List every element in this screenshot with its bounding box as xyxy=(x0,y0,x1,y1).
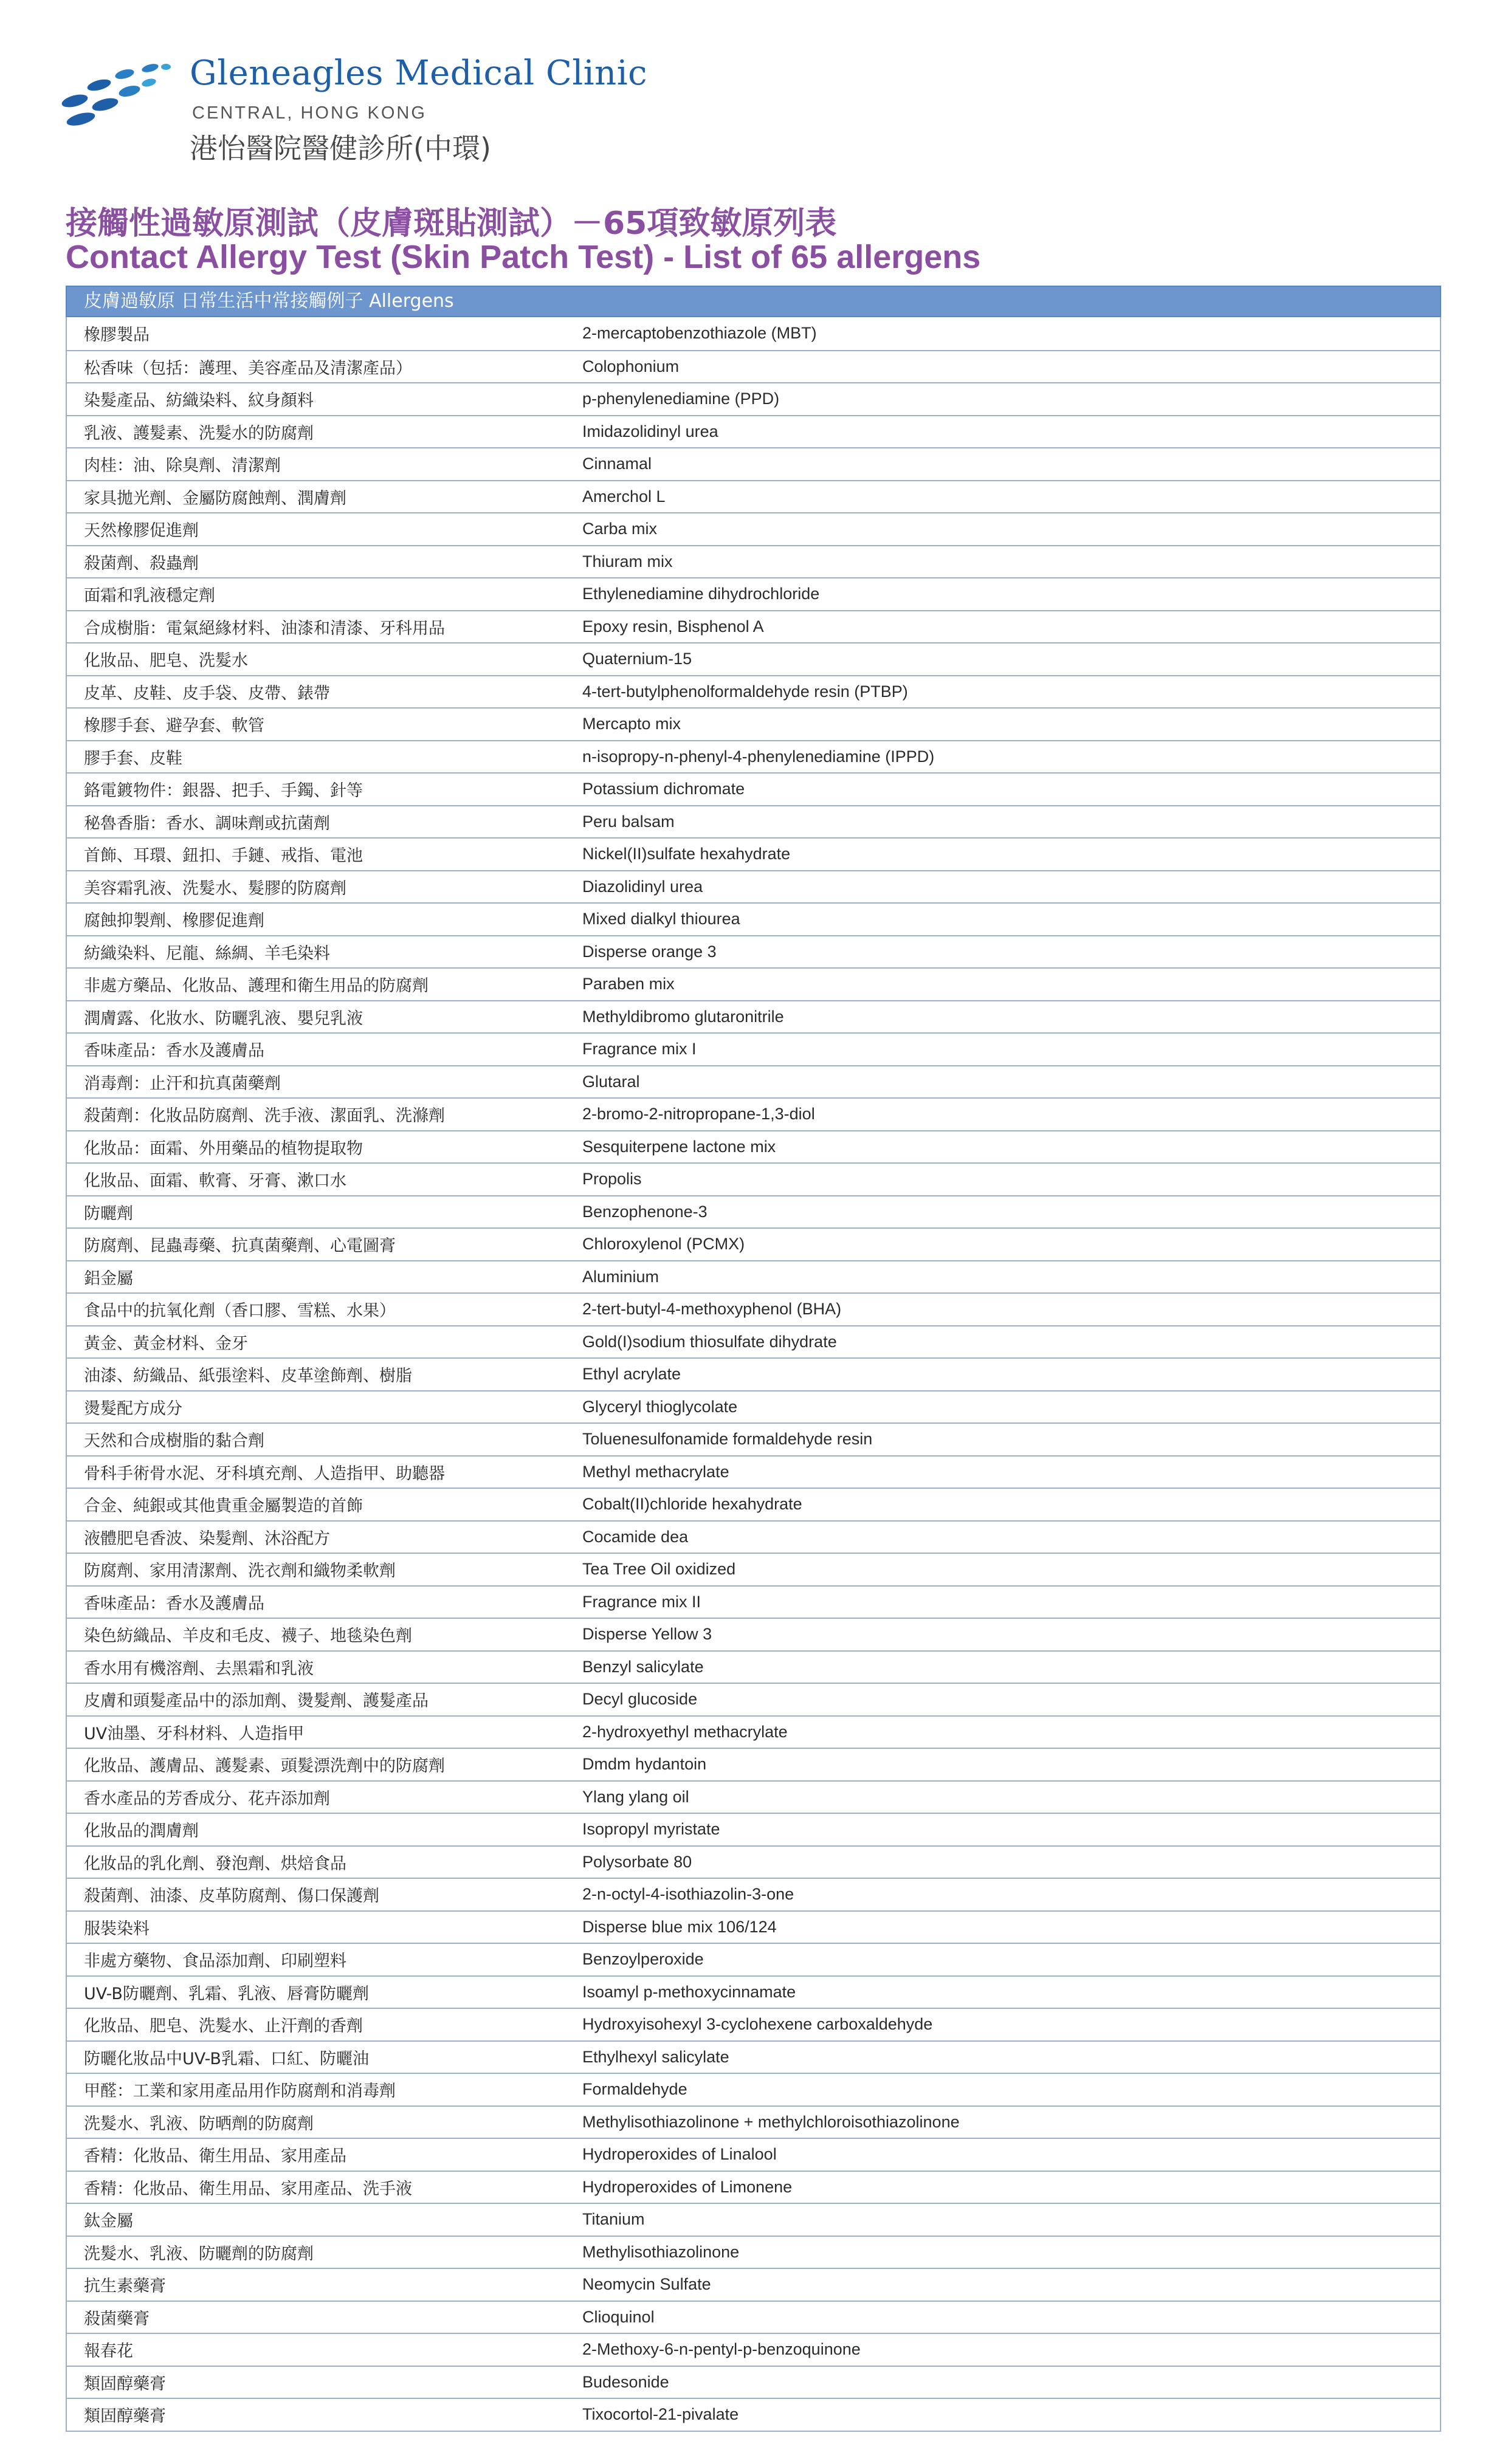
allergen-name-cell: Fragrance mix I xyxy=(582,1040,697,1059)
exposure-example-cell: 燙髮配方成分 xyxy=(84,1399,182,1418)
exposure-example-cell: 洗髮水、乳液、防晒劑的防腐劑 xyxy=(84,2114,314,2133)
table-row xyxy=(67,1748,1440,1780)
allergen-name-cell: Glyceryl thioglycolate xyxy=(582,1397,738,1416)
allergen-name-cell: Sesquiterpene lactone mix xyxy=(582,1137,776,1156)
table-row xyxy=(67,1292,1440,1325)
allergen-name-cell: Ylang ylang oil xyxy=(582,1787,689,1806)
exposure-example-cell: 類固醇藥膏 xyxy=(84,2407,166,2426)
table-row xyxy=(67,1227,1440,1260)
table-row xyxy=(67,1065,1440,1098)
allergen-name-cell: Ethylenediamine dihydrochloride xyxy=(582,585,820,603)
exposure-example-cell: 膠手套、皮鞋 xyxy=(84,749,182,768)
allergen-name-cell: Thiuram mix xyxy=(582,552,673,571)
allergen-name-cell: Disperse blue mix 106/124 xyxy=(582,1917,777,1936)
exposure-example-cell: 黃金、黃金材料、金牙 xyxy=(84,1334,248,1353)
allergen-name-cell: Decyl glucoside xyxy=(582,1690,698,1709)
table-row xyxy=(67,2138,1440,2171)
allergen-name-cell: Methylisothiazolinone + methylchloroisothiazolinone xyxy=(582,2112,960,2131)
table-row xyxy=(67,1390,1440,1423)
exposure-example-cell: 橡膠手套、避孕套、軟管 xyxy=(84,716,264,736)
allergen-name-cell: Peru balsam xyxy=(582,812,675,831)
table-row xyxy=(67,2236,1440,2268)
table-row xyxy=(67,2171,1440,2203)
exposure-example-cell: 報春花 xyxy=(84,2342,133,2361)
exposure-example-cell: 防曬劑 xyxy=(84,1204,133,1223)
table-row xyxy=(67,1683,1440,1715)
exposure-example-cell: 家具拋光劑、金屬防腐蝕劑、潤膚劑 xyxy=(84,489,346,508)
table-row xyxy=(67,2398,1440,2431)
table-row xyxy=(67,740,1440,773)
exposure-example-cell: 化妝品、面霜、軟膏、牙膏、漱口水 xyxy=(84,1172,346,1191)
table-row xyxy=(67,2203,1440,2236)
exposure-example-cell: 化妝品的乳化劑、發泡劑、烘焙食品 xyxy=(84,1854,346,1873)
allergen-name-cell: Ethyl acrylate xyxy=(582,1365,681,1384)
allergen-name-cell: Benzophenone-3 xyxy=(582,1202,708,1221)
allergen-name-cell: Tea Tree Oil oxidized xyxy=(582,1560,736,1579)
allergen-name-cell: Nickel(II)sulfate hexahydrate xyxy=(582,845,791,863)
brand-name: Gleneagles Medical Clinic xyxy=(190,53,648,93)
table-row xyxy=(67,1618,1440,1650)
allergen-name-cell: Neomycin Sulfate xyxy=(582,2275,711,2294)
allergen-name-cell: Disperse orange 3 xyxy=(582,942,717,961)
allergen-name-cell: Cocamide dea xyxy=(582,1527,689,1546)
allergen-name-cell: Fragrance mix II xyxy=(582,1592,701,1611)
allergen-name-cell: Cinnamal xyxy=(582,455,652,473)
allergen-name-cell: Paraben mix xyxy=(582,975,675,993)
allergen-name-cell: 2-tert-butyl-4-methoxyphenol (BHA) xyxy=(582,1300,842,1319)
allergen-name-cell: Toluenesulfonamide formaldehyde resin xyxy=(582,1430,873,1449)
allergen-name-cell: Epoxy resin, Bisphenol A xyxy=(582,617,764,636)
exposure-example-cell: 染色紡織品、羊皮和毛皮、襪子、地毯染色劑 xyxy=(84,1627,412,1646)
table-row xyxy=(67,2301,1440,2333)
exposure-example-cell: 鋁金屬 xyxy=(84,1269,133,1288)
table-row xyxy=(67,675,1440,708)
table-row xyxy=(67,1130,1440,1163)
allergen-name-cell: Potassium dichromate xyxy=(582,780,745,798)
exposure-example-cell: 類固醇藥膏 xyxy=(84,2374,166,2394)
table-row xyxy=(67,2366,1440,2398)
exposure-example-cell: 抗生素藥膏 xyxy=(84,2277,166,2296)
exposure-example-cell: 化妝品、肥皂、洗髮水、止汗劑的香劑 xyxy=(84,2017,363,2036)
exposure-example-cell: 香水產品的芳香成分、花卉添加劑 xyxy=(84,1789,330,1808)
exposure-example-cell: 香味產品：香水及護膚品 xyxy=(84,1594,264,1613)
exposure-example-cell: 橡膠製品 xyxy=(84,326,150,345)
allergen-name-cell: Propolis xyxy=(582,1170,642,1189)
page-title-chinese: 接觸性過敏原測試（皮膚斑貼測試）－65項致敏原列表 xyxy=(66,205,837,242)
table-row xyxy=(67,805,1440,838)
exposure-example-cell: 非處方藥物、食品添加劑、印刷塑料 xyxy=(84,1952,346,1971)
table-row xyxy=(67,2105,1440,2138)
table-row xyxy=(67,967,1440,1000)
exposure-example-cell: 合金、純銀或其他貴重金屬製造的首飾 xyxy=(84,1497,363,1516)
exposure-example-cell: 首飾、耳環、鈕扣、手鏈、戒指、電池 xyxy=(84,846,363,866)
exposure-example-cell: 化妝品的潤膚劑 xyxy=(84,1822,199,1841)
table-row xyxy=(67,1910,1440,1943)
allergen-name-cell: Quaternium-15 xyxy=(582,650,692,668)
brand-name-chinese: 港怡醫院醫健診所(中環) xyxy=(190,132,491,165)
table-row xyxy=(67,1260,1440,1293)
allergen-name-cell: Cobalt(II)chloride hexahydrate xyxy=(582,1495,802,1514)
allergen-name-cell: 2-Methoxy-6-n-pentyl-p-benzoquinone xyxy=(582,2340,861,2359)
allergen-name-cell: Aluminium xyxy=(582,1267,659,1286)
allergen-name-cell: Gold(I)sodium thiosulfate dihydrate xyxy=(582,1332,837,1351)
exposure-example-cell: 紡織染料、尼龍、絲綢、羊毛染料 xyxy=(84,944,330,963)
exposure-example-cell: 鉻電鍍物件：銀器、把手、手鐲、針等 xyxy=(84,781,363,801)
allergen-name-cell: Benzyl salicylate xyxy=(582,1657,704,1676)
allergen-name-cell: 2-bromo-2-nitropropane-1,3-diol xyxy=(582,1105,815,1124)
allergen-name-cell: Clioquinol xyxy=(582,2307,655,2326)
table-row xyxy=(67,415,1440,448)
allergen-name-cell: Formaldehyde xyxy=(582,2080,687,2099)
exposure-example-cell: 洗髮水、乳液、防曬劑的防腐劑 xyxy=(84,2244,314,2263)
exposure-example-cell: 化妝品：面霜、外用藥品的植物提取物 xyxy=(84,1139,363,1158)
exposure-example-cell: 化妝品、肥皂、洗髮水 xyxy=(84,651,248,671)
allergen-name-cell: 2-n-octyl-4-isothiazolin-3-one xyxy=(582,1885,794,1904)
allergen-name-cell: Imidazolidinyl urea xyxy=(582,422,718,441)
exposure-example-cell: 合成樹脂：電氣絕緣材料、油漆和清漆、牙科用品 xyxy=(84,619,445,638)
table-row xyxy=(67,1455,1440,1488)
table-row xyxy=(67,1813,1440,1845)
exposure-example-cell: 殺菌劑：化妝品防腐劑、洗手液、潔面乳、洗滌劑 xyxy=(84,1107,445,1126)
allergen-name-cell: Polysorbate 80 xyxy=(582,1852,692,1871)
exposure-example-cell: 腐蝕抑製劑、橡膠促進劑 xyxy=(84,911,264,931)
allergen-name-cell: Colophonium xyxy=(582,357,680,376)
allergen-name-cell: Methyldibromo glutaronitrile xyxy=(582,1007,784,1026)
allergen-name-cell: Mixed dialkyl thiourea xyxy=(582,910,740,928)
table-row xyxy=(67,2268,1440,2301)
table-row xyxy=(67,512,1440,545)
table-row xyxy=(67,1715,1440,1748)
table-row xyxy=(67,1097,1440,1130)
allergen-name-cell: Isopropyl myristate xyxy=(582,1820,720,1839)
table-row xyxy=(67,1650,1440,1683)
table-body xyxy=(66,317,1441,2432)
allergen-name-cell: Hydroperoxides of Limonene xyxy=(582,2177,793,2196)
exposure-example-cell: 防曬化妝品中UV-B乳霜、口紅、防曬油 xyxy=(84,2049,369,2068)
exposure-example-cell: 染髮產品、紡織染料、紋身顏料 xyxy=(84,391,314,411)
table-row xyxy=(67,1845,1440,1878)
exposure-example-cell: 殺菌劑、油漆、皮革防腐劑、傷口保護劑 xyxy=(84,1887,379,1906)
table-row xyxy=(67,1975,1440,2008)
table-row xyxy=(67,1357,1440,1390)
allergen-name-cell: Tixocortol-21-pivalate xyxy=(582,2405,739,2424)
exposure-example-cell: 香精：化妝品、衛生用品、家用產品、洗手液 xyxy=(84,2179,412,2198)
exposure-example-cell: 皮膚和頭髮產品中的添加劑、燙髮劑、護髮產品 xyxy=(84,1692,429,1711)
exposure-example-cell: 秘魯香脂：香水、調味劑或抗菌劑 xyxy=(84,814,330,833)
allergen-name-cell: Methylisothiazolinone xyxy=(582,2242,740,2261)
table-row xyxy=(67,870,1440,903)
table-row xyxy=(67,382,1440,415)
exposure-example-cell: 乳液、護髮素、洗髮水的防腐劑 xyxy=(84,424,314,443)
exposure-example-cell: 天然和合成樹脂的黏合劑 xyxy=(84,1432,264,1451)
exposure-example-cell: 消毒劑：止汗和抗真菌藥劑 xyxy=(84,1074,281,1093)
table-row xyxy=(67,642,1440,675)
table-row xyxy=(67,707,1440,740)
allergen-name-cell: Hydroperoxides of Linalool xyxy=(582,2145,777,2164)
allergen-name-cell: Diazolidinyl urea xyxy=(582,877,703,896)
exposure-example-cell: 骨科手術骨水泥、牙科填充劑、人造指甲、助聽器 xyxy=(84,1464,445,1483)
allergen-name-cell: Disperse Yellow 3 xyxy=(582,1625,712,1644)
exposure-example-cell: 化妝品、護膚品、護髮素、頭髮漂洗劑中的防腐劑 xyxy=(84,1757,445,1776)
table-row xyxy=(67,1780,1440,1813)
table-row xyxy=(67,2073,1440,2105)
table-row xyxy=(67,1553,1440,1585)
allergen-name-cell: Methyl methacrylate xyxy=(582,1462,729,1481)
table-row xyxy=(67,1162,1440,1195)
table-row xyxy=(67,772,1440,805)
page-title-english: Contact Allergy Test (Skin Patch Test) - List of 65 allergens xyxy=(66,239,981,275)
exposure-example-cell: 非處方藥品、化妝品、護理和衛生用品的防腐劑 xyxy=(84,976,429,996)
exposure-example-cell: 油漆、紡織品、紙張塗料、皮革塗飾劑、樹脂 xyxy=(84,1367,412,1386)
exposure-example-cell: 香水用有機溶劑、去黑霜和乳液 xyxy=(84,1659,314,1678)
allergen-name-cell: Amerchol L xyxy=(582,487,666,506)
exposure-example-cell: 服裝染料 xyxy=(84,1919,150,1938)
exposure-example-cell: UV油墨、牙科材料、人造指甲 xyxy=(84,1724,305,1743)
exposure-example-cell: 面霜和乳液穩定劑 xyxy=(84,586,215,606)
allergen-name-cell: Budesonide xyxy=(582,2372,669,2391)
table-row xyxy=(67,1878,1440,1910)
allergen-name-cell: n-isopropy-n-phenyl-4-phenylenediamine (IPPD) xyxy=(582,747,935,766)
allergen-name-cell: Ethylhexyl salicylate xyxy=(582,2047,729,2066)
exposure-example-cell: 防腐劑、昆蟲毒藥、抗真菌藥劑、心電圖膏 xyxy=(84,1237,396,1256)
allergen-name-cell: p-phenylenediamine (PPD) xyxy=(582,390,780,408)
table-row xyxy=(67,1943,1440,1975)
exposure-example-cell: 香味產品：香水及護膚品 xyxy=(84,1042,264,1061)
table-row xyxy=(67,837,1440,870)
exposure-example-cell: 甲醛：工業和家用產品用作防腐劑和消毒劑 xyxy=(84,2082,396,2101)
table-header: 皮膚過敏原 日常生活中常接觸例子 Allergens xyxy=(66,286,1441,317)
table-row xyxy=(67,1325,1440,1358)
allergen-name-cell: Mercapto mix xyxy=(582,715,681,733)
exposure-example-cell: 鈦金屬 xyxy=(84,2212,133,2231)
exposure-example-cell: 皮革、皮鞋、皮手袋、皮帶、錶帶 xyxy=(84,684,330,703)
exposure-example-cell: 天然橡膠促進劑 xyxy=(84,521,199,541)
allergen-name-cell: Glutaral xyxy=(582,1072,640,1091)
exposure-example-cell: 防腐劑、家用清潔劑、洗衣劑和織物柔軟劑 xyxy=(84,1562,396,1581)
exposure-example-cell: 殺菌劑、殺蟲劑 xyxy=(84,554,199,573)
table-row xyxy=(67,610,1440,643)
table-row xyxy=(67,1422,1440,1455)
exposure-example-cell: 殺菌藥膏 xyxy=(84,2309,150,2328)
table-row xyxy=(67,317,1440,350)
allergen-name-cell: Dmdm hydantoin xyxy=(582,1755,707,1774)
exposure-example-cell: 美容霜乳液、洗髮水、髮膠的防腐劑 xyxy=(84,879,346,898)
exposure-example-cell: 食品中的抗氧化劑（香口膠、雪糕、水果） xyxy=(84,1302,396,1321)
table-row xyxy=(67,1488,1440,1520)
table-row xyxy=(67,935,1440,968)
table-row xyxy=(67,577,1440,610)
allergen-name-cell: 2-mercaptobenzothiazole (MBT) xyxy=(582,324,817,343)
exposure-example-cell: UV-B防曬劑、乳霜、乳液、唇膏防曬劑 xyxy=(84,1984,369,2003)
allergen-name-cell: 4-tert-butylphenolformaldehyde resin (PTBP) xyxy=(582,682,908,701)
table-row xyxy=(67,1520,1440,1553)
table-row xyxy=(67,2008,1440,2040)
allergen-name-cell: Chloroxylenol (PCMX) xyxy=(582,1235,745,1254)
table-row xyxy=(67,1195,1440,1228)
table-row xyxy=(67,545,1440,578)
exposure-example-cell: 松香味（包括：護理、美容產品及清潔產品） xyxy=(84,359,412,378)
table-row xyxy=(67,447,1440,480)
allergen-name-cell: Titanium xyxy=(582,2210,645,2229)
brand-location: CENTRAL, HONG KONG xyxy=(192,103,427,123)
allergen-name-cell: Carba mix xyxy=(582,520,658,538)
table-row xyxy=(67,902,1440,935)
allergen-table xyxy=(66,286,1441,2432)
table-row xyxy=(67,350,1440,383)
allergen-name-cell: Hydroxyisohexyl 3-cyclohexene carboxaldehyde xyxy=(582,2015,933,2034)
exposure-example-cell: 液體肥皂香波、染髮劑、沐浴配方 xyxy=(84,1529,330,1548)
exposure-example-cell: 香精：化妝品、衛生用品、家用產品 xyxy=(84,2147,346,2166)
clinic-logo-icon xyxy=(58,61,173,128)
table-row xyxy=(67,2040,1440,2073)
table-row xyxy=(67,1032,1440,1065)
exposure-example-cell: 潤膚露、化妝水、防曬乳液、嬰兒乳液 xyxy=(84,1009,363,1028)
table-row xyxy=(67,1000,1440,1033)
table-row xyxy=(67,480,1440,513)
table-row xyxy=(67,2333,1440,2366)
table-row xyxy=(67,1585,1440,1618)
allergen-name-cell: 2-hydroxyethyl methacrylate xyxy=(582,1722,788,1741)
allergen-name-cell: Isoamyl p-methoxycinnamate xyxy=(582,1982,796,2001)
exposure-example-cell: 肉桂：油、除臭劑、清潔劑 xyxy=(84,456,281,476)
allergen-name-cell: Benzoylperoxide xyxy=(582,1950,704,1969)
